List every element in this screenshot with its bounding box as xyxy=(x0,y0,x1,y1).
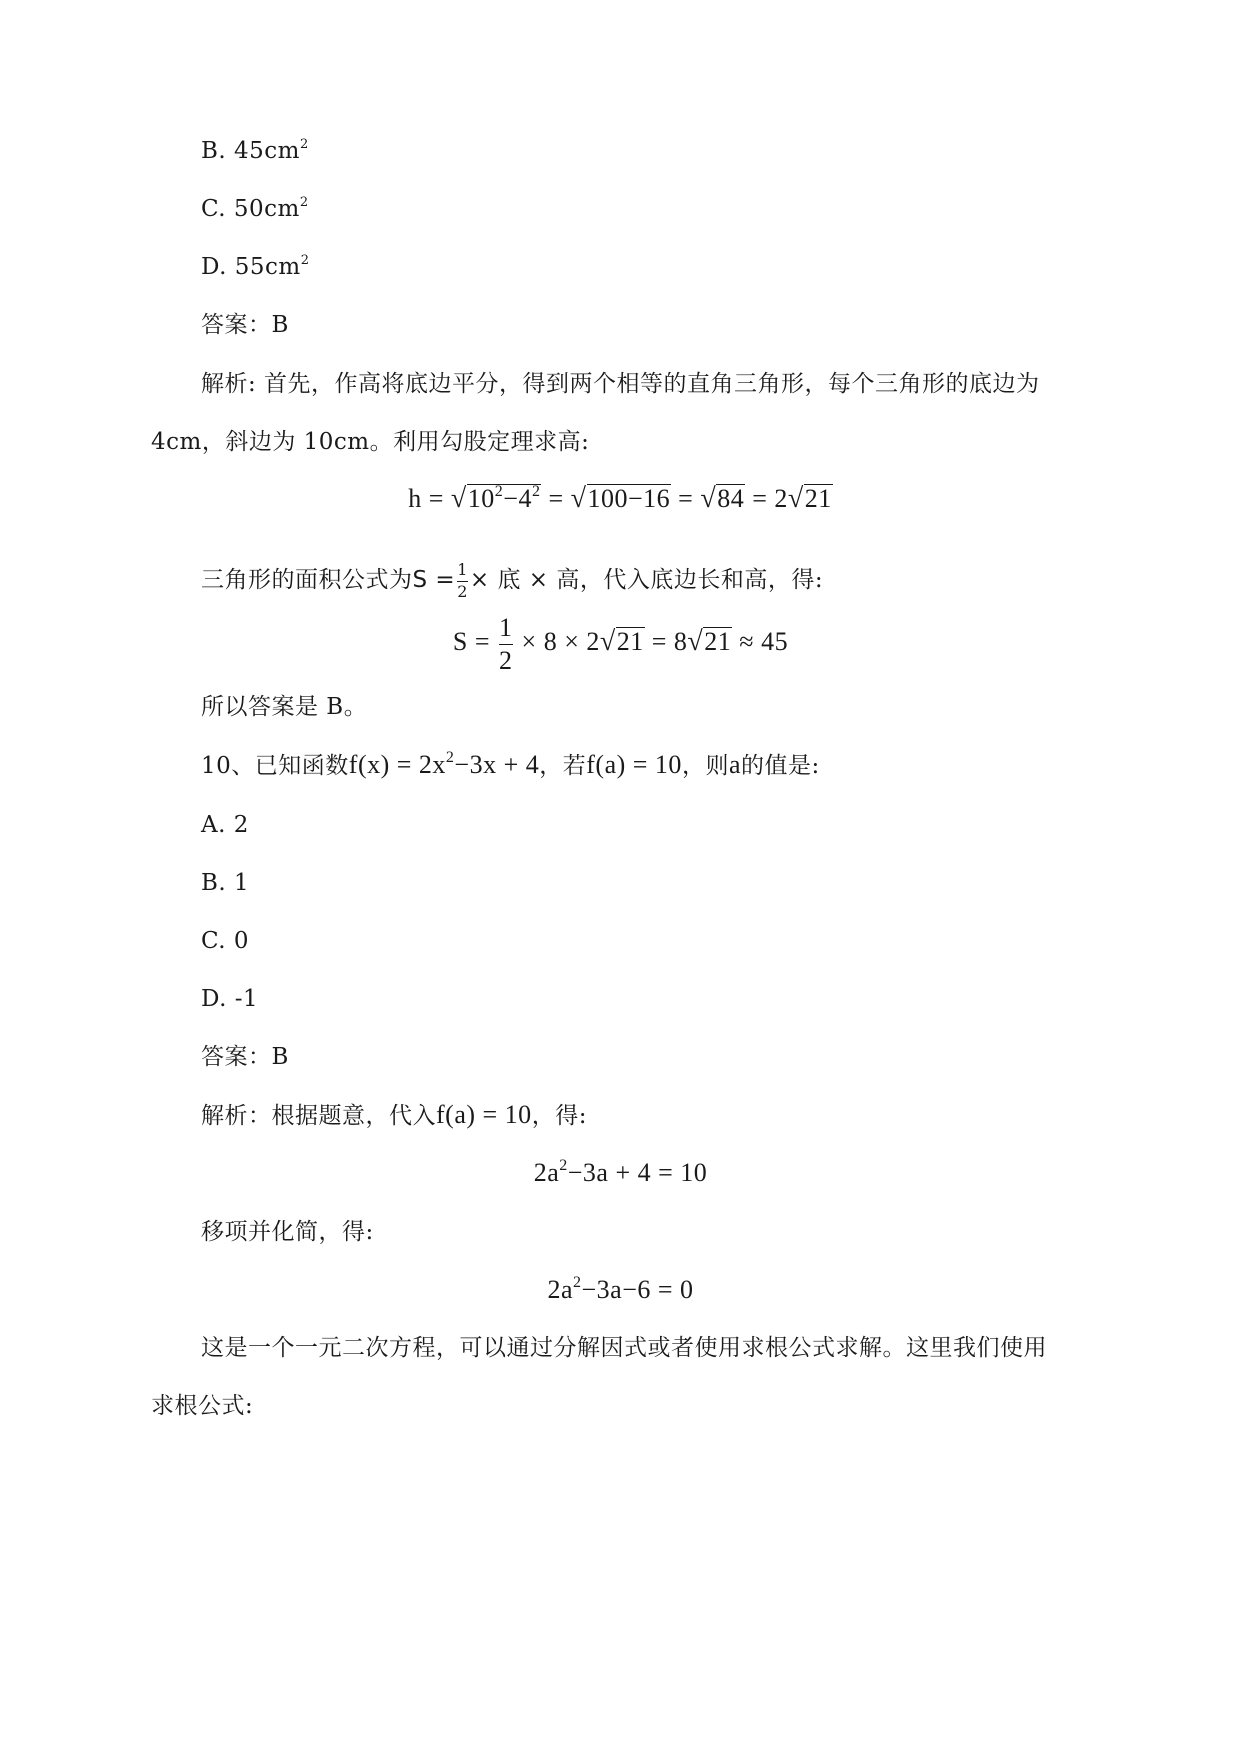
q10-question-prefix: 10、已知函数 xyxy=(201,753,349,779)
q10-answer: 答案：B xyxy=(201,1044,289,1070)
fraction-numerator: 1 xyxy=(499,613,513,643)
rad-term: 21 xyxy=(804,484,832,513)
equals-sign: = xyxy=(548,484,564,513)
unit-exponent: 2 xyxy=(299,195,309,210)
q10-equation-2 xyxy=(0,1275,1241,1305)
q10-simplify-text: 移项并化简，得: xyxy=(201,1219,374,1245)
rad-term: 21 xyxy=(704,627,732,656)
eq-s-lhs: S = xyxy=(452,627,491,656)
sqrt-expression: √21 xyxy=(599,626,644,657)
q10-condition: f(a) = 10 xyxy=(586,750,682,779)
fraction-one-half xyxy=(499,614,513,674)
equals-sign: = xyxy=(678,484,694,513)
q10-option-d: D. -1 xyxy=(201,986,259,1012)
unit-exponent: 2 xyxy=(300,253,310,268)
fraction-denominator: 2 xyxy=(499,645,513,675)
equals-coefficient: = 2 xyxy=(752,484,788,513)
q9-option-d xyxy=(201,252,309,282)
q10-analysis xyxy=(201,1100,587,1131)
q10-question-post: ，则 xyxy=(681,753,729,779)
eq-s-product: × 8 × 2 xyxy=(521,627,600,656)
q9-height-equation xyxy=(0,484,1241,514)
q9-option-c xyxy=(201,194,309,224)
q9-analysis-line-2: 4cm，斜边为 10cm。利用勾股定理求高: xyxy=(151,429,590,455)
q9-option-b-text: B. 45cm xyxy=(201,138,300,164)
func-term: f(x) = 2x xyxy=(348,750,446,779)
q9-option-b xyxy=(201,136,309,166)
q9-option-d-text: D. 55cm xyxy=(201,254,301,280)
q10-analysis-prefix: 解析：根据题意，代入 xyxy=(201,1103,436,1129)
rad-term: −4 xyxy=(503,484,532,513)
q9-answer: 答案：B xyxy=(201,312,289,338)
q9-conclusion: 所以答案是 B。 xyxy=(201,694,368,720)
sqrt-expression: √84 xyxy=(700,483,745,514)
q10-method-line-1: 这是一个一元二次方程，可以通过分解因式或者使用求根公式求解。这里我们使用 xyxy=(201,1335,1047,1361)
q10-equation-1 xyxy=(0,1158,1241,1188)
eq-h-lhs: h = xyxy=(408,484,444,513)
fraction-bar xyxy=(499,644,513,645)
sqrt-expression: √21 xyxy=(687,626,732,657)
area-formula-symbol: S = xyxy=(412,567,456,593)
eq-term: −3a−6 = 0 xyxy=(581,1275,694,1304)
q10-question-end: 的值是: xyxy=(740,753,820,779)
q10-option-c: C. 0 xyxy=(201,928,250,954)
equals-coefficient: = 8 xyxy=(651,627,688,656)
eq-term: 2a xyxy=(547,1275,573,1304)
q10-option-a: A. 2 xyxy=(201,812,249,838)
exponent: 2 xyxy=(559,1157,568,1174)
eq-term: −3a + 4 = 10 xyxy=(567,1158,708,1187)
q10-analysis-condition: f(a) = 10 xyxy=(436,1100,532,1129)
fraction-denominator: 2 xyxy=(457,581,468,601)
q10-method-line-2: 求根公式: xyxy=(151,1393,254,1419)
rad-term: 21 xyxy=(616,627,644,656)
fraction-one-half xyxy=(457,559,468,601)
rad-term: 10 xyxy=(467,484,495,513)
rad-term: 100−16 xyxy=(587,484,671,513)
q9-area-equation xyxy=(0,610,1241,674)
q10-question-mid: ，若 xyxy=(539,753,587,779)
exponent: 2 xyxy=(573,1274,582,1291)
q10-function-expression xyxy=(349,750,539,779)
q10-option-b: B. 1 xyxy=(201,870,250,896)
rad-term: 84 xyxy=(717,484,745,513)
area-line-prefix: 三角形的面积公式为 xyxy=(201,567,413,593)
fraction-numerator: 1 xyxy=(457,559,468,579)
unit-exponent: 2 xyxy=(299,137,309,152)
exponent: 2 xyxy=(494,483,504,500)
q9-area-formula-line xyxy=(201,555,823,605)
area-line-suffix: × 底 × 高，代入底边长和高，得: xyxy=(469,567,824,593)
approx-result: ≈ 45 xyxy=(739,627,789,656)
func-term: −3x + 4 xyxy=(454,750,540,779)
q9-analysis-line-1: 解析: 首先，作高将底边平分，得到两个相等的直角三角形，每个三角形的底边为 xyxy=(201,371,1040,397)
q10-question xyxy=(201,750,820,781)
exponent: 2 xyxy=(531,483,541,500)
sqrt-expression: √100−16 xyxy=(570,483,671,514)
sqrt-expression: $√10^2-4^2$ xyxy=(450,483,541,514)
q9-option-c-text: C. 50cm xyxy=(201,196,300,222)
exponent: 2 xyxy=(445,749,455,766)
sqrt-expression: √21 xyxy=(787,483,832,514)
eq-term: 2a xyxy=(533,1158,560,1187)
q10-variable: a xyxy=(728,750,741,779)
q10-analysis-suffix: ，得: xyxy=(531,1103,587,1129)
